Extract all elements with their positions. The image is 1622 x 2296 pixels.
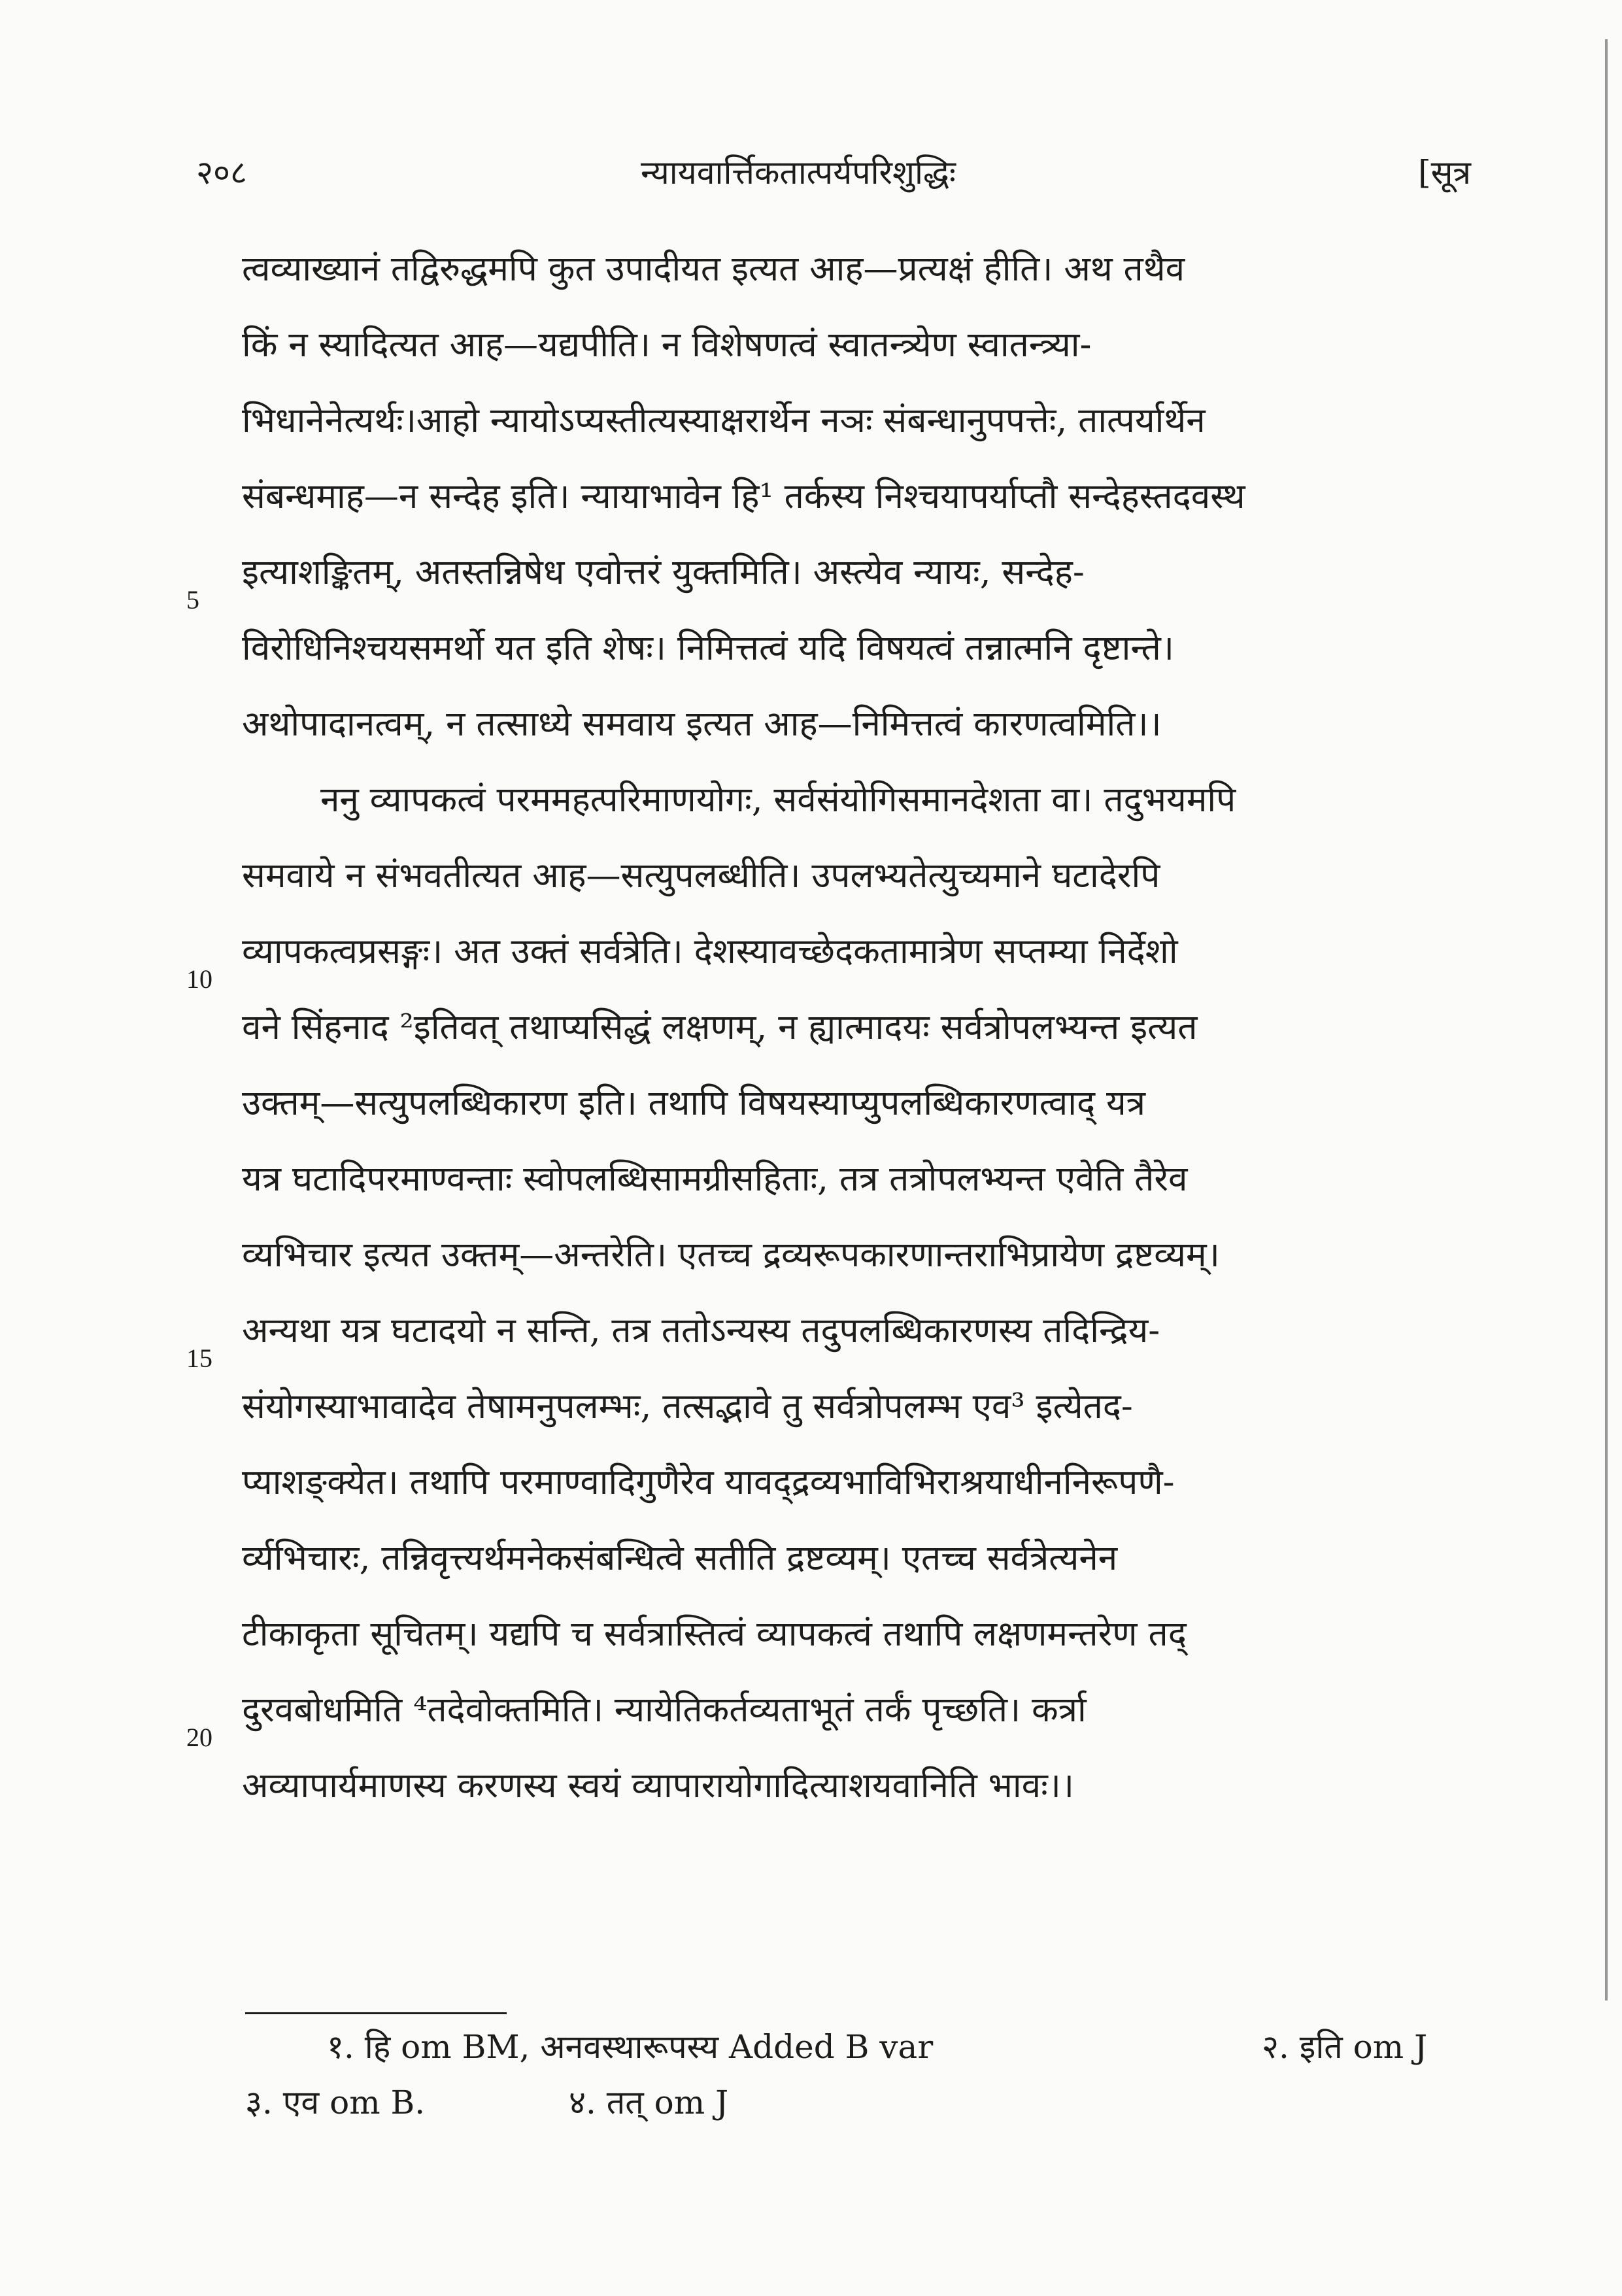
footnote-3: ३. एव om B. — [245, 2084, 426, 2121]
text-line: समवाये न संभवतीत्यत आह—सत्युपलब्धीति। उपलभ्यतेत्युच्यमाने घटादेरपि — [242, 856, 1160, 896]
line-number: 5 — [186, 585, 199, 615]
running-header — [196, 143, 1471, 201]
text-line: वने सिंहनाद ²इतिवत् तथाप्यसिद्धं लक्षणम्, न ह्यात्मादयः सर्वत्रोपलभ्यन्त इत्यत — [242, 1007, 1198, 1047]
text-line: विरोधिनिश्चयसमर्थो यत इति शेषः। निमित्तत्वं यदि विषयत्वं तन्नात्मनि दृष्टान्ते। — [242, 628, 1174, 668]
line-number: 10 — [186, 964, 212, 994]
text-line: दुरवबोधमिति ⁴तदेवोक्तमिति। न्यायेतिकर्तव्यताभूतं तर्कं पृच्छति। कर्त्रा — [242, 1690, 1087, 1730]
text-line: र्व्यभिचारः, तन्निवृत्त्यर्थमनेकसंबन्धित्वे सतीति द्रष्टव्यम्। एतच्च सर्वत्रेत्यनेन — [242, 1538, 1118, 1578]
text-line: उक्तम्—सत्युपलब्धिकारण इति। तथापि विषयस्याप्युपलब्धिकारणत्वाद् यत्र — [242, 1083, 1145, 1123]
text-line: इत्याशङ्कितम्, अतस्तन्निषेध एवोत्तरं युक्तमिति। अस्त्येव न्यायः, सन्देह- — [242, 552, 1085, 592]
footnote-1: १. हि om BM, अनवस्थारूपस्य Added B var — [327, 2028, 934, 2066]
text-line: त्वव्याख्यानं तद्विरुद्धमपि कुत उपादीयत इत्यत आह—प्रत्यक्षं हीति। अथ तथैव — [242, 249, 1185, 289]
footnote-4: ४. तत् om J — [569, 2084, 729, 2121]
text-line: संयोगस्याभावादेव तेषामनुपलम्भः, तत्सद्भावे तु सर्वत्रोपलम्भ एव³ इत्येतद- — [242, 1387, 1133, 1427]
text-line: अव्यापार्यमाणस्य करणस्य स्वयं व्यापारायोगादित्याशयवानिति भावः।। — [242, 1766, 1074, 1806]
text-line: ननु व्यापकत्वं परममहत्परिमाणयोगः, सर्वसंयोगिसमानदेशता वा। तदुभयमपि — [320, 780, 1236, 820]
page-number: २०८ — [196, 154, 247, 192]
page-edge-shadow — [1605, 39, 1608, 2001]
text-line: टीकाकृता सूचितम्। यद्यपि च सर्वत्रास्तित्वं व्यापकत्वं तथापि लक्षणमन्तरेण तद् — [242, 1614, 1187, 1654]
footnote-2: २. इति om J — [1262, 2028, 1428, 2066]
text-line: अन्यथा यत्र घटादयो न सन्ति, तत्र ततोऽन्यस्य तदुपलब्धिकारणस्य तदिन्द्रिय- — [242, 1311, 1160, 1351]
text-line: प्याशङ्क्येत। तथापि परमाण्वादिगुणैरेव यावद्द्रव्यभाविभिराश्रयाधीननिरूपणै- — [242, 1462, 1175, 1502]
text-line: संबन्धमाह—न सन्देह इति। न्यायाभावेन हि¹ तर्कस्य निश्चयापर्याप्तौ सन्देहस्तदवस्थ — [242, 477, 1245, 516]
running-title: न्यायवार्त्तिकतात्पर्यपरिशुद्धिः — [641, 154, 956, 192]
section-marker: [सूत्र — [1418, 154, 1471, 192]
text-line: भिधानेनेत्यर्थः।आहो न्यायोऽप्यस्तीत्यस्याक्षरार्थेन नञः संबन्धानुपपत्तेः, तात्पर्यार्थेन — [242, 401, 1206, 441]
text-line: यत्र घटादिपरमाण्वन्ताः स्वोपलब्धिसामग्रीसहिताः, तत्र तत्रोपलभ्यन्त एवेति तैरेव — [242, 1159, 1188, 1199]
footnote-rule — [245, 2012, 507, 2014]
line-number: 15 — [186, 1343, 212, 1373]
line-number: 20 — [186, 1723, 212, 1752]
text-line: व्यभिचार इत्यत उक्तम्—अन्तरेति। एतच्च द्रव्यरूपकारणान्तराभिप्रायेण द्रष्टव्यम्। — [242, 1235, 1220, 1275]
text-line: व्यापकत्वप्रसङ्गः। अत उक्तं सर्वत्रेति। देशस्यावच्छेदकतामात्रेण सप्तम्या निर्देशो — [242, 932, 1178, 971]
text-line: अथोपादानत्वम्, न तत्साध्ये समवाय इत्यत आह—निमित्तत्वं कारणत्वमिति।। — [242, 704, 1162, 744]
text-line: किं न स्यादित्यत आह—यद्यपीति। न विशेषणत्वं स्वातन्त्र्येण स्वातन्त्र्या- — [242, 325, 1092, 365]
